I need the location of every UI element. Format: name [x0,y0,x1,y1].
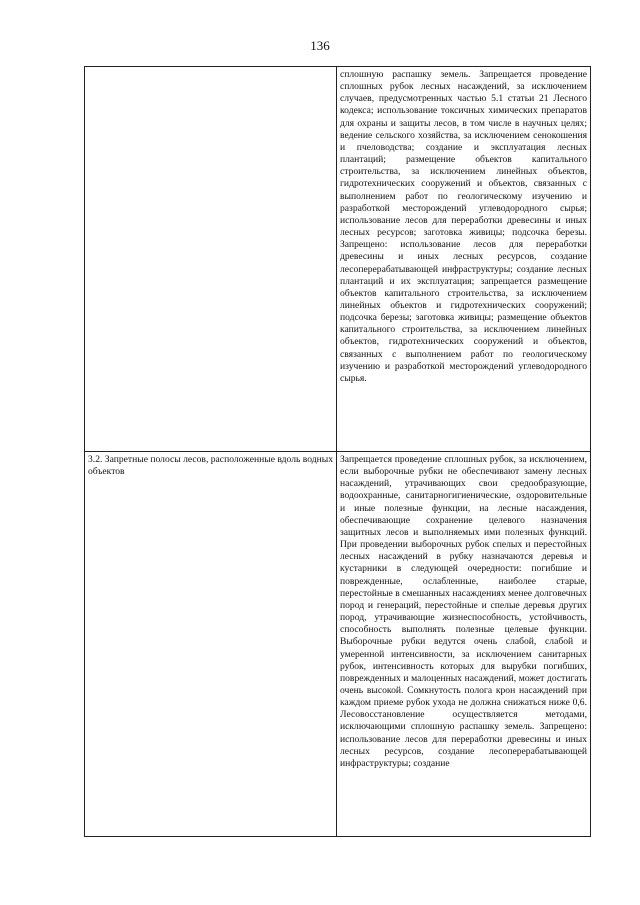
cell-text: сплошную распашку земель. Запрещается проведение сплошных рубок лесных насаждений, за исключением случаев, предусмотренных частью 5.1 статьи 21 Лесного кодекса; использование токсичных химических препаратов для охраны и защиты лесов, в том числе в научных целях; ведение сельского хозяйства, за исключением сенокошения и пчеловодства; создание и эксплуатация лесных плантаций; размещение объектов капитального строительства, за исключением линейных объектов, гидротехнических сооружений и объектов, связанных с выполнением работ по геологическому изучению и разработкой месторождений углеводородного сырья; использование лесов для переработки древесины и иных лесных ресурсов; заготовка живицы; подсочка березы. Запрещено: использование лесов для переработки древесины и иных лесных ресурсов, создание лесоперерабатывающей инфраструктуры; создание лесных плантаций и их эксплуатация; запрещается размещение объектов капитального строительства, за исключением линейных объектов и гидротехнических сооружений; подсочка березы; заготовка живицы; размещение объектов капитального строительства, за исключением линейных объектов, гидротехнических сооружений и объектов, связанных с выполнением работ по геологическому изучению и разработкой месторождений углеводородного сырья. [340,69,587,384]
cell-text: Запрещается проведение сплошных рубок, за исключением, если выборочные рубки не обеспечивают замену лесных насаждений, утрачивающих свои средообразующие, водоохранные, санитарногигиенические, оздоровительные и иные полезные функции, на лесные насаждения, обеспечивающие сохранение целевого назначения защитных лесов и выполняемых ими полезных функций. При проведении выборочных рубок спелых и перестойных лесных насаждений в рубку назначаются деревья и кустарники в следующей очередности: погибшие и поврежденные, ослабленные, наиболее старые, перестойные в смешанных насаждениях менее долговечных пород и генераций, перестойные и спелые деревья других пород, утрачивающие жизнеспособность, устойчивость, способность выполнять полезные целевые функции. Выборочные рубки ведутся очень слабой, слабой и умеренной интенсивности, за исключением санитарных рубок, интенсивность которых для вырубки погибших, поврежденных и малоценных насаждений, может достигать очень высокой. Сомкнутость полога крон насаждений при каждом приеме рубок ухода не должна снижаться ниже 0,6. Лесовосстановление осуществляется методами, исключающими сплошную распашку земель. Запрещено: использование лесов для переработки древесины и иных лесных ресурсов, создание лесоперерабатывающей инфраструктуры; создание [340,454,587,769]
table-cell-right [337,67,591,452]
cell-text: 3.2. Запретные полосы лесов, расположенные вдоль водных объектов [88,454,333,478]
table-cell-left [85,452,337,837]
table-row [85,67,591,452]
page-number: 136 [310,38,330,53]
table-cell-right [337,452,591,837]
regulations-table [84,66,591,837]
table-row [85,452,591,837]
table-cell-left [85,67,337,452]
